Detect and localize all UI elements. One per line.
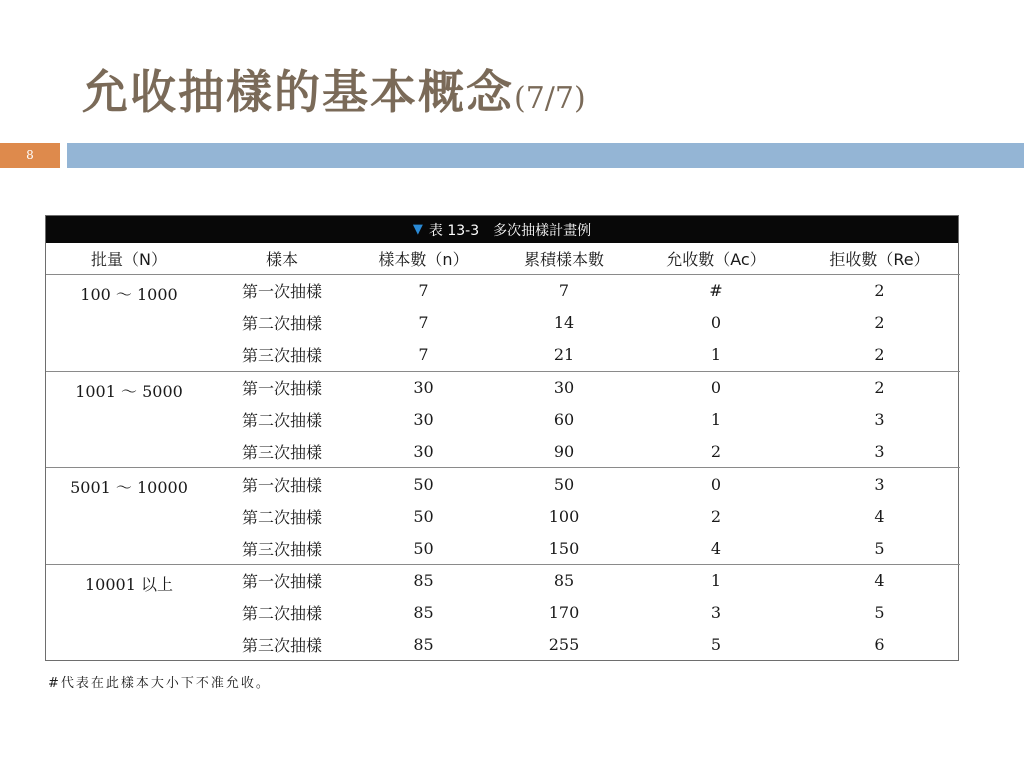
cumulative-cell: 60 — [553, 410, 575, 429]
table-header-row — [46, 243, 960, 275]
sample-size-cell: 50 — [352, 532, 495, 564]
reject-number-cell: 2 — [799, 339, 960, 371]
reject-number-cell: 2 — [874, 378, 885, 398]
slide-title — [82, 52, 586, 143]
table-row — [46, 371, 960, 403]
column-header-cumulative: 累積樣本數 — [495, 243, 633, 275]
sample-size-cell: 50 — [413, 506, 434, 526]
table-caption — [46, 216, 958, 243]
sample-size-cell: 85 — [413, 571, 434, 591]
slide-number: 8 — [0, 143, 60, 168]
sample-cell: 第二次抽樣 — [241, 507, 322, 527]
sample-cell: 第二次抽樣 — [241, 314, 322, 334]
sample-size-cell: 7 — [352, 339, 495, 371]
slide-title-sub: (7/7) — [514, 81, 586, 116]
sample-size-cell: 50 — [413, 474, 434, 494]
sample-cell: 第三次抽樣 — [212, 435, 352, 467]
reject-number-cell: 5 — [874, 603, 885, 623]
cumulative-cell: 85 — [553, 571, 575, 591]
lot-size-cell: 5001 ～ 10000 — [46, 468, 212, 565]
cumulative-cell: 50 — [553, 474, 575, 494]
reject-number-cell: 2 — [874, 281, 885, 301]
reject-number-cell: 4 — [874, 506, 885, 526]
sample-size-cell: 7 — [418, 313, 429, 333]
table-grid — [46, 243, 960, 661]
sample-size-cell: 85 — [413, 603, 434, 623]
reject-number-cell: 3 — [799, 435, 960, 467]
sample-cell: 第三次抽樣 — [212, 532, 352, 564]
column-header-reject: 拒收數（Re） — [799, 243, 960, 275]
reject-number-cell: 6 — [874, 635, 885, 655]
accept-number-cell: 1 — [633, 339, 799, 371]
lot-size-cell: 100 ～ 1000 — [46, 275, 212, 372]
accept-number-cell: 4 — [633, 532, 799, 564]
cumulative-cell: 21 — [495, 339, 633, 371]
cumulative-cell: 7 — [558, 281, 570, 301]
cumulative-cell: 14 — [553, 313, 575, 333]
cumulative-cell: 170 — [548, 603, 580, 623]
accept-number-cell: 2 — [633, 435, 799, 467]
cumulative-cell: 30 — [553, 378, 575, 398]
accept-number-cell: 5 — [710, 635, 722, 655]
lot-size-cell: 10001 以上 — [85, 575, 173, 595]
slide-title-main: 允收抽樣的基本概念 — [82, 65, 514, 119]
sample-cell: 第一次抽樣 — [241, 475, 322, 495]
column-header-accept: 允收數（Ac） — [633, 243, 799, 275]
column-header-sample: 樣本 — [212, 243, 352, 275]
cumulative-cell: 100 — [548, 506, 580, 526]
accept-number-cell: 0 — [710, 378, 722, 398]
sample-size-cell: 30 — [413, 410, 434, 429]
lot-size-cell: 1001 ～ 5000 — [46, 371, 212, 468]
table-body — [46, 275, 960, 661]
header-accent-bar — [67, 143, 1024, 168]
sampling-plan-table — [45, 215, 959, 661]
table-row — [46, 468, 960, 500]
column-header-lot-size: 批量（N） — [46, 243, 212, 275]
table-row — [46, 565, 960, 597]
reject-number-cell: 5 — [799, 532, 960, 564]
triangle-down-icon: ▼ — [412, 222, 423, 237]
sample-size-cell: 30 — [413, 378, 434, 398]
table-caption-text: 表 13-3 多次抽樣計畫例 — [428, 222, 592, 239]
accept-number-cell: # — [709, 281, 723, 301]
accept-number-cell: 0 — [710, 313, 722, 333]
accept-number-cell: 1 — [710, 571, 722, 591]
cumulative-cell: 150 — [495, 532, 633, 564]
reject-number-cell: 4 — [874, 571, 885, 591]
cumulative-cell: 255 — [548, 635, 580, 655]
sample-size-cell: 7 — [418, 281, 429, 301]
sample-cell: 第三次抽樣 — [212, 339, 352, 371]
table-row — [46, 275, 960, 307]
reject-number-cell: 3 — [874, 410, 885, 429]
accept-number-cell: 0 — [710, 474, 722, 494]
reject-number-cell: 2 — [874, 313, 885, 333]
footnote: #代表在此樣本大小下不准允收。 — [48, 676, 271, 691]
sample-size-cell: 85 — [413, 635, 434, 655]
accept-number-cell: 1 — [710, 410, 722, 429]
sample-cell: 第三次抽樣 — [241, 636, 322, 656]
sample-size-cell: 30 — [352, 435, 495, 467]
sample-cell: 第一次抽樣 — [241, 379, 322, 399]
sample-cell: 第二次抽樣 — [241, 604, 322, 624]
sample-cell: 第一次抽樣 — [241, 282, 322, 302]
accept-number-cell: 3 — [710, 603, 722, 623]
sample-cell: 第二次抽樣 — [241, 411, 322, 430]
reject-number-cell: 3 — [874, 474, 885, 494]
accept-number-cell: 2 — [710, 506, 722, 526]
column-header-sample-size: 樣本數（n） — [352, 243, 495, 275]
cumulative-cell: 90 — [495, 435, 633, 467]
sample-cell: 第一次抽樣 — [241, 572, 322, 592]
